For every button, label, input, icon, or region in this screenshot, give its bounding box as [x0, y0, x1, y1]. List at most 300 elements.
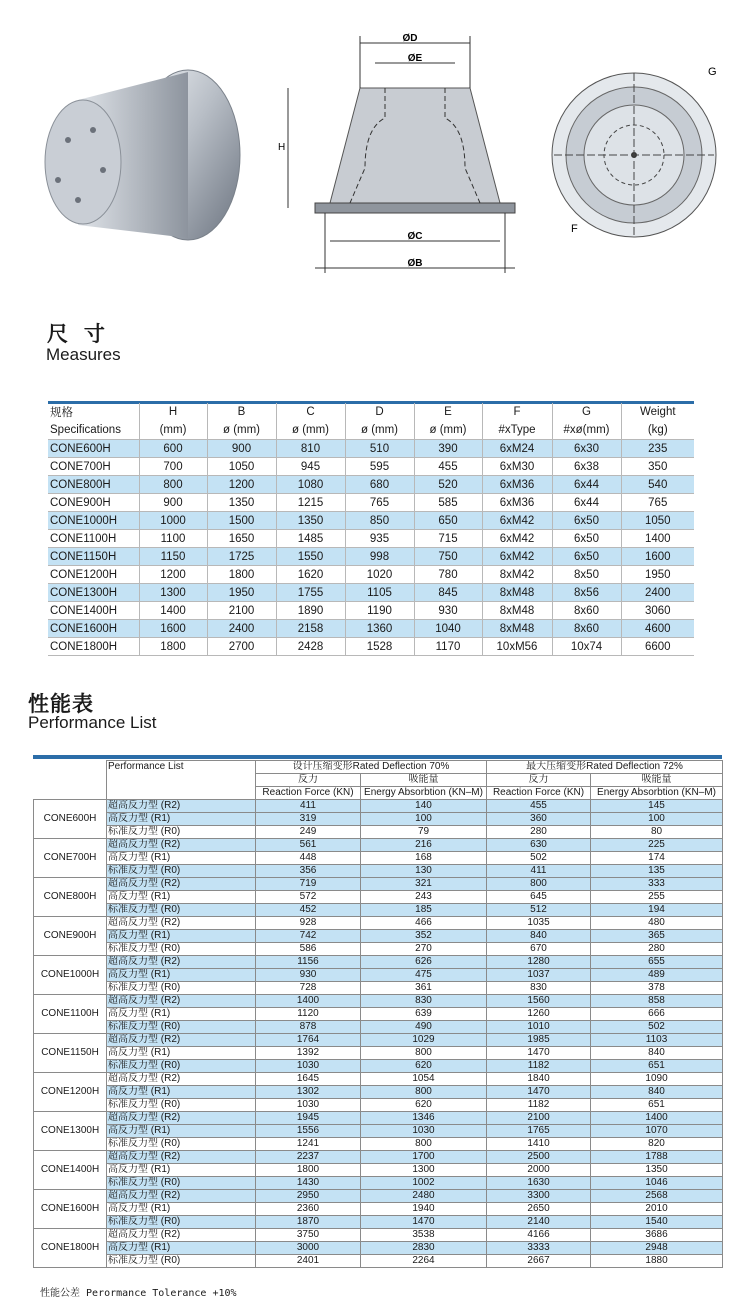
measures-value-cell: 1400 — [621, 530, 694, 548]
measures-value-cell: 510 — [345, 440, 414, 458]
performance-value-cell: 1350 — [591, 1164, 723, 1177]
performance-row — [34, 1060, 723, 1073]
measures-value-cell: 850 — [345, 512, 414, 530]
measures-header-bottom: (kg) — [621, 421, 694, 440]
performance-value-cell: 174 — [591, 852, 723, 865]
performance-value-cell: 1470 — [487, 1047, 591, 1060]
performance-value-cell: 1002 — [361, 1177, 487, 1190]
measures-value-cell: 10x74 — [552, 638, 621, 656]
performance-type-cell: 标准反力型 (R0) — [107, 1255, 256, 1268]
performance-value-cell: 1645 — [256, 1073, 361, 1086]
measures-spec-cell: CONE700H — [48, 458, 139, 476]
measures-spec-cell: CONE600H — [48, 440, 139, 458]
measures-value-cell: 2100 — [207, 602, 276, 620]
measures-value-cell: 1190 — [345, 602, 414, 620]
perf-header-blank — [34, 761, 107, 800]
performance-value-cell: 490 — [361, 1021, 487, 1034]
performance-type-cell: 高反力型 (R1) — [107, 1203, 256, 1216]
performance-value-cell: 1010 — [487, 1021, 591, 1034]
performance-type-cell: 高反力型 (R1) — [107, 852, 256, 865]
measures-value-cell: 1050 — [207, 458, 276, 476]
performance-value-cell: 1540 — [591, 1216, 723, 1229]
performance-value-cell: 194 — [591, 904, 723, 917]
measures-header-bottom: ø (mm) — [207, 421, 276, 440]
performance-type-cell: 高反力型 (R1) — [107, 930, 256, 943]
performance-value-cell: 1030 — [361, 1125, 487, 1138]
performance-title-cn: 性能表 — [28, 693, 94, 716]
measures-value-cell: 6xM42 — [482, 548, 552, 566]
performance-value-cell: 249 — [256, 826, 361, 839]
performance-value-cell: 2667 — [487, 1255, 591, 1268]
label-oc: ØC — [407, 231, 423, 242]
measures-spec-cell: CONE1400H — [48, 602, 139, 620]
measures-row — [48, 602, 694, 620]
measures-value-cell: 6xM24 — [482, 440, 552, 458]
measures-header-top: B — [207, 403, 276, 421]
performance-value-cell: 2480 — [361, 1190, 487, 1203]
performance-value-cell: 728 — [256, 982, 361, 995]
performance-row — [34, 839, 723, 852]
performance-type-cell: 标准反力型 (R0) — [107, 1177, 256, 1190]
measures-row — [48, 512, 694, 530]
performance-row — [34, 1073, 723, 1086]
measures-header-bottom: ø (mm) — [345, 421, 414, 440]
performance-value-cell: 378 — [591, 982, 723, 995]
measures-value-cell: 6x44 — [552, 476, 621, 494]
performance-type-cell: 超高反力型 (R2) — [107, 995, 256, 1008]
performance-value-cell: 2830 — [361, 1242, 487, 1255]
performance-type-cell: 高反力型 (R1) — [107, 1242, 256, 1255]
measures-value-cell: 1020 — [345, 566, 414, 584]
performance-type-cell: 超高反力型 (R2) — [107, 956, 256, 969]
performance-value-cell: 1046 — [591, 1177, 723, 1190]
measures-value-cell: 1620 — [276, 566, 345, 584]
measures-value-cell: 765 — [345, 494, 414, 512]
perf-header-label: Performance List — [107, 761, 256, 800]
performance-model-cell: CONE800H — [34, 878, 107, 917]
measures-value-cell: 1650 — [207, 530, 276, 548]
performance-value-cell: 321 — [361, 878, 487, 891]
measures-header-top: G — [552, 403, 621, 421]
measures-value-cell: 780 — [414, 566, 482, 584]
performance-type-cell: 标准反力型 (R0) — [107, 1060, 256, 1073]
measures-value-cell: 1300 — [139, 584, 207, 602]
performance-type-cell: 标准反力型 (R0) — [107, 826, 256, 839]
performance-row — [34, 1190, 723, 1203]
perf-group2-header: 最大压缩变形Rated Deflection 72% — [487, 761, 723, 774]
performance-value-cell: 1037 — [487, 969, 591, 982]
performance-value-cell: 630 — [487, 839, 591, 852]
cone-section-drawing — [270, 28, 530, 278]
measures-value-cell: 1350 — [207, 494, 276, 512]
performance-type-cell: 标准反力型 (R0) — [107, 904, 256, 917]
perf-group1-header: 设计压缩变形Rated Deflection 70% — [256, 761, 487, 774]
measures-value-cell: 6x50 — [552, 512, 621, 530]
performance-type-cell: 超高反力型 (R2) — [107, 917, 256, 930]
performance-row — [34, 982, 723, 995]
performance-model-cell: CONE1400H — [34, 1151, 107, 1190]
performance-value-cell: 475 — [361, 969, 487, 982]
measures-value-cell: 715 — [414, 530, 482, 548]
measures-header-top: E — [414, 403, 482, 421]
performance-value-cell: 1470 — [487, 1086, 591, 1099]
performance-row — [34, 852, 723, 865]
measures-header-bottom: #xType — [482, 421, 552, 440]
performance-value-cell: 1156 — [256, 956, 361, 969]
performance-row — [34, 1034, 723, 1047]
performance-value-cell: 670 — [487, 943, 591, 956]
performance-type-cell: 超高反力型 (R2) — [107, 1034, 256, 1047]
measures-row — [48, 548, 694, 566]
performance-row — [34, 969, 723, 982]
measures-value-cell: 810 — [276, 440, 345, 458]
performance-row — [34, 1216, 723, 1229]
measures-value-cell: 6x44 — [552, 494, 621, 512]
performance-model-cell: CONE900H — [34, 917, 107, 956]
label-od: ØD — [402, 33, 418, 44]
performance-value-cell: 2360 — [256, 1203, 361, 1216]
performance-value-cell: 100 — [361, 813, 487, 826]
performance-value-cell: 100 — [591, 813, 723, 826]
performance-value-cell: 2568 — [591, 1190, 723, 1203]
performance-type-cell: 超高反力型 (R2) — [107, 1229, 256, 1242]
performance-row — [34, 930, 723, 943]
performance-value-cell: 1392 — [256, 1047, 361, 1060]
performance-value-cell: 2950 — [256, 1190, 361, 1203]
measures-value-cell: 1000 — [139, 512, 207, 530]
performance-value-cell: 3000 — [256, 1242, 361, 1255]
measures-header-bottom: ø (mm) — [276, 421, 345, 440]
performance-value-cell: 800 — [487, 878, 591, 891]
performance-value-cell: 2264 — [361, 1255, 487, 1268]
performance-type-cell: 高反力型 (R1) — [107, 969, 256, 982]
measures-value-cell: 8xM48 — [482, 620, 552, 638]
performance-value-cell: 1470 — [361, 1216, 487, 1229]
tolerance-note-cn: 性能公差 — [40, 1288, 80, 1299]
measures-value-cell: 935 — [345, 530, 414, 548]
measures-value-cell: 1105 — [345, 584, 414, 602]
measures-header-bottom: ø (mm) — [414, 421, 482, 440]
performance-value-cell: 356 — [256, 865, 361, 878]
performance-row — [34, 1008, 723, 1021]
performance-model-cell: CONE600H — [34, 800, 107, 839]
measures-value-cell: 1500 — [207, 512, 276, 530]
performance-row — [34, 943, 723, 956]
performance-value-cell: 361 — [361, 982, 487, 995]
measures-spec-cell: CONE1600H — [48, 620, 139, 638]
measures-value-cell: 540 — [621, 476, 694, 494]
performance-model-cell: CONE1300H — [34, 1112, 107, 1151]
measures-value-cell: 1400 — [139, 602, 207, 620]
performance-value-cell: 820 — [591, 1138, 723, 1151]
performance-row — [34, 1229, 723, 1242]
measures-row — [48, 530, 694, 548]
performance-value-cell: 800 — [361, 1086, 487, 1099]
performance-value-cell: 1630 — [487, 1177, 591, 1190]
measures-spec-cell: CONE1200H — [48, 566, 139, 584]
performance-value-cell: 280 — [487, 826, 591, 839]
measures-header-bottom: #xø(mm) — [552, 421, 621, 440]
perf-g1-force-cn: 反力 — [256, 774, 361, 787]
performance-value-cell: 1985 — [487, 1034, 591, 1047]
performance-value-cell: 1035 — [487, 917, 591, 930]
performance-type-cell: 标准反力型 (R0) — [107, 1138, 256, 1151]
measures-spec-cell: CONE900H — [48, 494, 139, 512]
performance-type-cell: 标准反力型 (R0) — [107, 1099, 256, 1112]
measures-value-cell: 1170 — [414, 638, 482, 656]
measures-value-cell: 520 — [414, 476, 482, 494]
performance-value-cell: 586 — [256, 943, 361, 956]
performance-value-cell: 666 — [591, 1008, 723, 1021]
performance-value-cell: 168 — [361, 852, 487, 865]
measures-header-bottom: (mm) — [139, 421, 207, 440]
measures-spec-cell: CONE800H — [48, 476, 139, 494]
measures-value-cell: 6xM42 — [482, 512, 552, 530]
measures-value-cell: 595 — [345, 458, 414, 476]
performance-value-cell: 1940 — [361, 1203, 487, 1216]
performance-value-cell: 930 — [256, 969, 361, 982]
performance-value-cell: 719 — [256, 878, 361, 891]
measures-spec-cell: CONE1300H — [48, 584, 139, 602]
measures-value-cell: 650 — [414, 512, 482, 530]
performance-value-cell: 365 — [591, 930, 723, 943]
performance-row — [34, 1138, 723, 1151]
measures-spec-cell: CONE1800H — [48, 638, 139, 656]
measures-value-cell: 4600 — [621, 620, 694, 638]
performance-row — [34, 1021, 723, 1034]
label-h: H — [278, 142, 286, 153]
measures-value-cell: 390 — [414, 440, 482, 458]
perf-g2-energy-cn: 吸能量 — [591, 774, 723, 787]
performance-value-cell: 620 — [361, 1099, 487, 1112]
performance-value-cell: 1241 — [256, 1138, 361, 1151]
performance-row — [34, 891, 723, 904]
measures-spec-cell: CONE1000H — [48, 512, 139, 530]
performance-value-cell: 216 — [361, 839, 487, 852]
measures-row — [48, 620, 694, 638]
performance-type-cell: 标准反力型 (R0) — [107, 1021, 256, 1034]
performance-value-cell: 130 — [361, 865, 487, 878]
measures-row — [48, 584, 694, 602]
performance-row — [34, 878, 723, 891]
performance-value-cell: 840 — [591, 1086, 723, 1099]
measures-value-cell: 2428 — [276, 638, 345, 656]
measures-value-cell: 6x38 — [552, 458, 621, 476]
performance-type-cell: 超高反力型 (R2) — [107, 1112, 256, 1125]
measures-value-cell: 3060 — [621, 602, 694, 620]
measures-value-cell: 845 — [414, 584, 482, 602]
label-oe: ØE — [407, 53, 423, 64]
performance-value-cell: 411 — [487, 865, 591, 878]
performance-value-cell: 145 — [591, 800, 723, 813]
performance-row — [34, 826, 723, 839]
performance-value-cell: 79 — [361, 826, 487, 839]
performance-row — [34, 1151, 723, 1164]
measures-header-top: H — [139, 403, 207, 421]
performance-value-cell: 1560 — [487, 995, 591, 1008]
measures-row — [48, 476, 694, 494]
performance-value-cell: 840 — [487, 930, 591, 943]
measures-title-en: Measures — [46, 345, 121, 364]
measures-value-cell: 1550 — [276, 548, 345, 566]
measures-value-cell: 998 — [345, 548, 414, 566]
performance-row — [34, 1086, 723, 1099]
measures-value-cell: 8x56 — [552, 584, 621, 602]
performance-value-cell: 80 — [591, 826, 723, 839]
performance-model-cell: CONE1100H — [34, 995, 107, 1034]
performance-value-cell: 452 — [256, 904, 361, 917]
performance-value-cell: 626 — [361, 956, 487, 969]
performance-value-cell: 1880 — [591, 1255, 723, 1268]
measures-value-cell: 1050 — [621, 512, 694, 530]
performance-value-cell: 3686 — [591, 1229, 723, 1242]
measures-header-top: 规格 — [50, 407, 73, 419]
performance-value-cell: 1182 — [487, 1099, 591, 1112]
label-ob: ØB — [407, 258, 423, 269]
measures-spec-cell: CONE1150H — [48, 548, 139, 566]
performance-value-cell: 830 — [361, 995, 487, 1008]
performance-value-cell: 1090 — [591, 1073, 723, 1086]
performance-value-cell: 1800 — [256, 1164, 361, 1177]
perf-g2-force-cn: 反力 — [487, 774, 591, 787]
performance-value-cell: 1346 — [361, 1112, 487, 1125]
performance-value-cell: 1400 — [591, 1112, 723, 1125]
performance-value-cell: 1302 — [256, 1086, 361, 1099]
label-g: G — [708, 66, 717, 78]
measures-value-cell: 2400 — [207, 620, 276, 638]
performance-value-cell: 2500 — [487, 1151, 591, 1164]
performance-value-cell: 3538 — [361, 1229, 487, 1242]
performance-value-cell: 319 — [256, 813, 361, 826]
performance-value-cell: 2010 — [591, 1203, 723, 1216]
perf-g1-force-en: Reaction Force (KN) — [256, 787, 361, 800]
measures-header-top: F — [482, 403, 552, 421]
performance-value-cell: 1120 — [256, 1008, 361, 1021]
measures-value-cell: 1200 — [139, 566, 207, 584]
performance-value-cell: 858 — [591, 995, 723, 1008]
measures-value-cell: 1800 — [139, 638, 207, 656]
performance-row — [34, 917, 723, 930]
measures-value-cell: 1200 — [207, 476, 276, 494]
performance-row — [34, 1164, 723, 1177]
performance-model-cell: CONE1600H — [34, 1190, 107, 1229]
performance-value-cell: 225 — [591, 839, 723, 852]
performance-value-cell: 3750 — [256, 1229, 361, 1242]
performance-title-en: Performance List — [28, 713, 157, 732]
performance-type-cell: 标准反力型 (R0) — [107, 943, 256, 956]
performance-value-cell: 561 — [256, 839, 361, 852]
measures-value-cell: 2400 — [621, 584, 694, 602]
measures-value-cell: 6xM36 — [482, 476, 552, 494]
measures-value-cell: 6xM36 — [482, 494, 552, 512]
measures-value-cell: 350 — [621, 458, 694, 476]
performance-value-cell: 1764 — [256, 1034, 361, 1047]
performance-row — [34, 1203, 723, 1216]
measures-value-cell: 8x60 — [552, 620, 621, 638]
performance-value-cell: 878 — [256, 1021, 361, 1034]
performance-value-cell: 3300 — [487, 1190, 591, 1203]
measures-value-cell: 800 — [139, 476, 207, 494]
performance-value-cell: 135 — [591, 865, 723, 878]
measures-value-cell: 1950 — [207, 584, 276, 602]
performance-type-cell: 超高反力型 (R2) — [107, 878, 256, 891]
performance-accent-line — [33, 755, 722, 759]
performance-value-cell: 1070 — [591, 1125, 723, 1138]
measures-value-cell: 1150 — [139, 548, 207, 566]
performance-value-cell: 655 — [591, 956, 723, 969]
performance-value-cell: 639 — [361, 1008, 487, 1021]
perf-g1-energy-en: Energy Absorbtion (KN–M) — [361, 787, 487, 800]
measures-value-cell: 8xM48 — [482, 584, 552, 602]
measures-value-cell: 930 — [414, 602, 482, 620]
measures-value-cell: 1950 — [621, 566, 694, 584]
performance-value-cell: 1054 — [361, 1073, 487, 1086]
measures-value-cell: 1725 — [207, 548, 276, 566]
performance-value-cell: 3333 — [487, 1242, 591, 1255]
performance-type-cell: 高反力型 (R1) — [107, 813, 256, 826]
measures-value-cell: 750 — [414, 548, 482, 566]
performance-model-cell: CONE1000H — [34, 956, 107, 995]
measures-row — [48, 440, 694, 458]
measures-spec-cell: CONE1100H — [48, 530, 139, 548]
performance-value-cell: 360 — [487, 813, 591, 826]
performance-value-cell: 4166 — [487, 1229, 591, 1242]
performance-value-cell: 1870 — [256, 1216, 361, 1229]
measures-value-cell: 700 — [139, 458, 207, 476]
measures-value-cell: 8xM42 — [482, 566, 552, 584]
measures-value-cell: 6x30 — [552, 440, 621, 458]
performance-value-cell: 140 — [361, 800, 487, 813]
perf-g2-force-en: Reaction Force (KN) — [487, 787, 591, 800]
measures-row — [48, 458, 694, 476]
performance-row — [34, 1177, 723, 1190]
performance-value-cell: 742 — [256, 930, 361, 943]
performance-value-cell: 620 — [361, 1060, 487, 1073]
measures-value-cell: 8x60 — [552, 602, 621, 620]
measures-value-cell: 945 — [276, 458, 345, 476]
performance-row — [34, 800, 723, 813]
tolerance-note — [40, 1284, 237, 1299]
measures-row — [48, 494, 694, 512]
performance-type-cell: 超高反力型 (R2) — [107, 1073, 256, 1086]
perf-g2-energy-en: Energy Absorbtion (KN–M) — [591, 787, 723, 800]
performance-model-cell: CONE1150H — [34, 1034, 107, 1073]
measures-header-bottom: Specifications — [50, 424, 121, 436]
performance-value-cell: 280 — [591, 943, 723, 956]
performance-row — [34, 813, 723, 826]
performance-value-cell: 489 — [591, 969, 723, 982]
measures-value-cell: 1890 — [276, 602, 345, 620]
performance-value-cell: 572 — [256, 891, 361, 904]
measures-row — [48, 638, 694, 656]
tolerance-note-en: Perormance Tolerance +10% — [86, 1288, 237, 1299]
measures-value-cell: 6600 — [621, 638, 694, 656]
performance-value-cell: 1400 — [256, 995, 361, 1008]
measures-value-cell: 900 — [207, 440, 276, 458]
performance-value-cell: 333 — [591, 878, 723, 891]
performance-value-cell: 1029 — [361, 1034, 487, 1047]
performance-value-cell: 243 — [361, 891, 487, 904]
performance-row — [34, 995, 723, 1008]
performance-value-cell: 800 — [361, 1138, 487, 1151]
performance-table — [33, 760, 723, 1268]
performance-type-cell: 高反力型 (R1) — [107, 1047, 256, 1060]
cone-photo — [38, 60, 248, 250]
performance-type-cell: 高反力型 (R1) — [107, 1125, 256, 1138]
performance-row — [34, 1047, 723, 1060]
measures-value-cell: 455 — [414, 458, 482, 476]
measures-value-cell: 600 — [139, 440, 207, 458]
